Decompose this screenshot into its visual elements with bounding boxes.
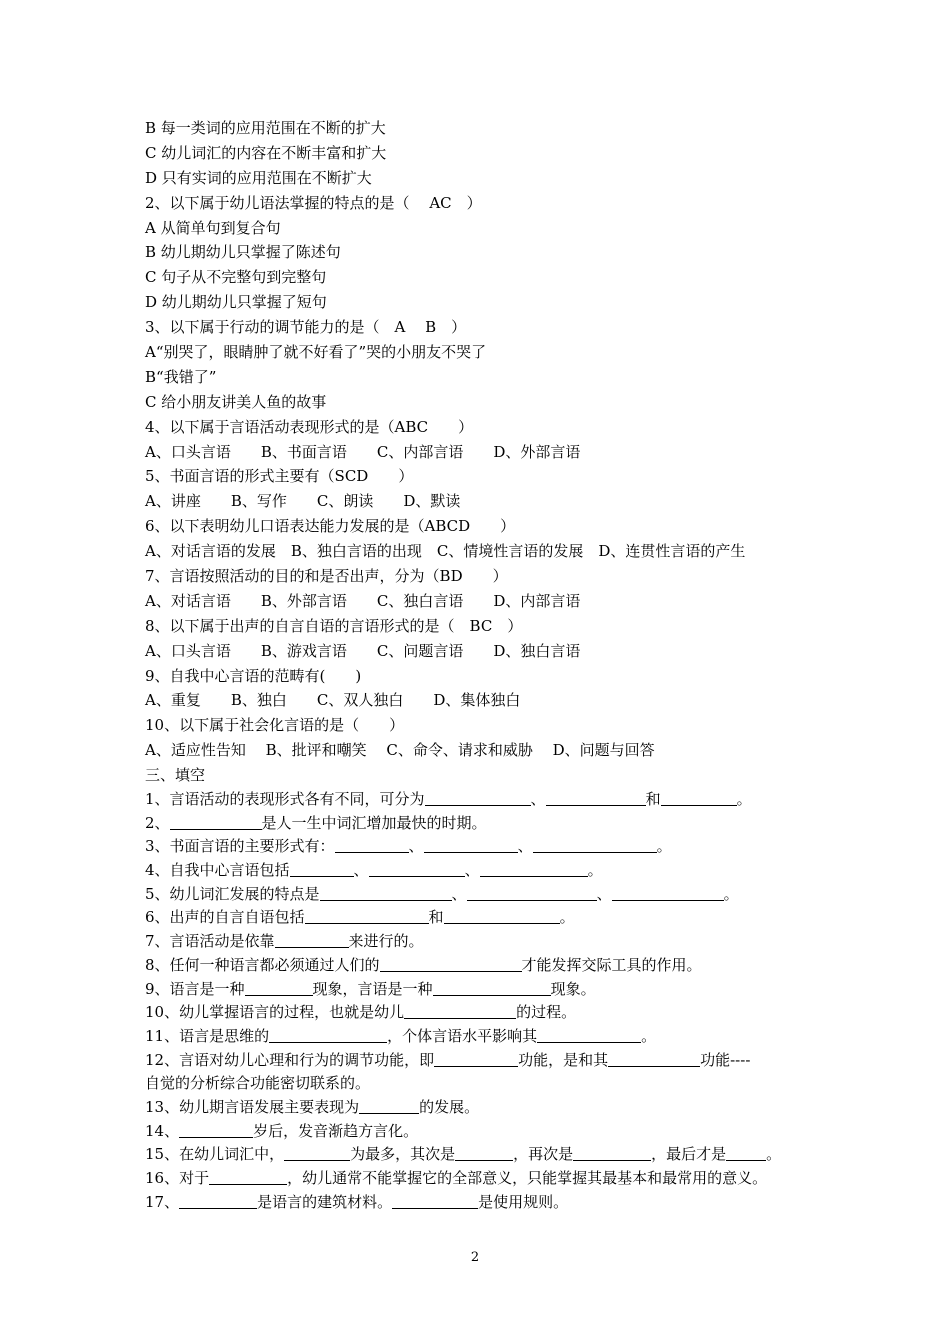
fill-question-line — [145, 978, 825, 1002]
fill-question-line — [145, 1143, 825, 1167]
answer-blank[interactable] — [726, 1145, 766, 1161]
answer-blank[interactable] — [269, 1027, 387, 1043]
question-line: B 幼儿期幼儿只掌握了陈述句 — [145, 243, 341, 262]
question-line: C 句子从不完整句到完整句 — [145, 268, 327, 287]
answer-blank[interactable] — [424, 837, 518, 853]
question-line: B“我错了” — [145, 367, 217, 386]
question-text: 17、 — [145, 1192, 180, 1211]
question-text: 5、幼儿词汇发展的特点是 — [145, 884, 320, 903]
question-line: C 幼儿词汇的内容在不断丰富和扩大 — [145, 143, 387, 162]
question-text: 的发展。 — [419, 1097, 480, 1116]
fill-in-blank-section — [145, 788, 825, 1214]
question-line: A“别哭了，眼睛肿了就不好看了”哭的小朋友不哭了 — [145, 343, 487, 362]
question-text: 、 — [530, 790, 546, 809]
question-text: 来进行的。 — [348, 932, 424, 951]
question-text: 是使用规则。 — [478, 1192, 569, 1211]
answer-blank[interactable] — [305, 908, 429, 924]
question-text: 岁后，发音渐趋方言化。 — [253, 1121, 419, 1140]
question-text: 、 — [464, 861, 480, 880]
answer-blank[interactable] — [434, 1051, 518, 1067]
question-line: 2、以下属于幼儿语法掌握的特点的是（ AC ） — [145, 193, 482, 212]
answer-blank[interactable] — [537, 1027, 641, 1043]
question-text: ，最后才是 — [651, 1145, 727, 1164]
question-line: 4、以下属于言语活动表现形式的是（ABC ） — [145, 417, 474, 436]
question-text: 。 — [736, 790, 752, 809]
question-line: A、讲座 B、写作 C、朗读 D、默读 — [145, 492, 461, 511]
fill-question-line — [145, 1096, 825, 1120]
question-text: 现象。 — [550, 979, 596, 998]
question-text: 、 — [451, 884, 467, 903]
answer-blank[interactable] — [546, 790, 646, 806]
question-text: 9、语言是一种 — [145, 979, 245, 998]
question-line: 6、以下表明幼儿口语表达能力发展的是（ABCD ） — [145, 517, 516, 536]
question-line: 8、以下属于出声的自言自语的言语形式的是（ BC ） — [145, 616, 523, 635]
fill-question-line — [145, 883, 825, 907]
question-line: D 幼儿期幼儿只掌握了短句 — [145, 293, 327, 312]
question-text: 的过程。 — [516, 1003, 577, 1022]
question-text: 、 — [408, 837, 424, 856]
question-line: A、口头言语 B、书面言语 C、内部言语 D、外部言语 — [145, 442, 581, 461]
question-text: 4、自我中心言语包括 — [145, 861, 290, 880]
question-text: 15、在幼儿词汇中， — [145, 1145, 285, 1164]
answer-blank[interactable] — [467, 885, 597, 901]
question-text: ，幼儿通常不能掌握它的全部意义，只能掌握其最基本和最常用的意义。 — [287, 1169, 768, 1188]
question-line: 7、言语按照活动的目的和是否出声，分为（BD ） — [145, 567, 508, 586]
question-text: 16、对于 — [145, 1169, 210, 1188]
multiple-choice-section — [145, 116, 825, 763]
question-text: 14、 — [145, 1121, 180, 1140]
answer-blank[interactable] — [170, 814, 262, 830]
answer-blank[interactable] — [455, 1145, 513, 1161]
question-line: B 每一类词的应用范围在不断的扩大 — [145, 119, 386, 137]
question-line: 5、书面言语的形式主要有（SCD ） — [145, 467, 414, 486]
fill-question-line — [145, 812, 825, 836]
question-text: 和 — [428, 908, 444, 927]
fill-question-line — [145, 930, 825, 954]
question-line: 3、以下属于行动的调节能力的是（ A B ） — [145, 318, 467, 337]
fill-question-line — [145, 1072, 825, 1096]
question-line: C 给小朋友讲美人鱼的故事 — [145, 392, 327, 411]
question-text: 10、幼儿掌握语言的过程，也就是幼儿 — [145, 1003, 405, 1022]
answer-blank[interactable] — [320, 885, 452, 901]
question-text: 。 — [587, 861, 603, 880]
section-title: 三、填空 — [145, 766, 206, 785]
question-text: 才能发挥交际工具的作用。 — [521, 955, 702, 974]
question-text: ，个体言语水平影响其 — [387, 1026, 538, 1045]
answer-blank[interactable] — [290, 861, 354, 877]
question-text: 为最多，其次是 — [350, 1145, 456, 1164]
question-text: 是人一生中词汇增加最快的时期。 — [261, 813, 487, 832]
fill-question-line — [145, 906, 825, 930]
answer-blank[interactable] — [209, 1169, 287, 1185]
fill-question-line — [145, 954, 825, 978]
question-text: 6、出声的自言自语包括 — [145, 908, 305, 927]
question-line: 10、以下属于社会化言语的是（ ） — [145, 716, 405, 735]
answer-blank[interactable] — [444, 908, 560, 924]
question-text: 7、言语活动是依靠 — [145, 932, 275, 951]
answer-blank[interactable] — [369, 861, 465, 877]
question-text: 。 — [641, 1026, 657, 1045]
answer-blank[interactable] — [608, 1051, 700, 1067]
fill-question-line — [145, 1025, 825, 1049]
answer-blank[interactable] — [335, 837, 409, 853]
answer-blank[interactable] — [661, 790, 737, 806]
fill-question-line — [145, 835, 825, 859]
question-text: 是语言的建筑材料。 — [257, 1192, 393, 1211]
question-text: 3、书面言语的主要形式有： — [145, 837, 335, 856]
question-text: 11、语言是思维的 — [145, 1026, 270, 1045]
question-text: 1、言语活动的表现形式各有不同，可分为 — [145, 790, 425, 809]
question-text: 2、 — [145, 813, 170, 832]
question-text: 功能---- — [700, 1050, 751, 1069]
question-text: 。 — [766, 1145, 782, 1164]
answer-blank[interactable] — [480, 861, 588, 877]
fill-question-line — [145, 1120, 825, 1144]
question-text: 自觉的分析综合功能密切联系的。 — [145, 1074, 371, 1093]
question-line: A 从简单句到复合句 — [145, 218, 281, 237]
question-text: 现象，言语是一种 — [312, 979, 433, 998]
question-line: 9、自我中心言语的范畴有( ) — [145, 666, 362, 685]
page-number: 2 — [470, 1250, 480, 1265]
question-text: 和 — [645, 790, 661, 809]
question-line: A、适应性告知 B、批评和嘲笑 C、命令、请求和威胁 D、问题与回答 — [145, 741, 655, 760]
answer-blank[interactable] — [573, 1145, 651, 1161]
question-text: 、 — [596, 884, 612, 903]
question-line: A、对话言语 B、外部言语 C、独白言语 D、内部言语 — [145, 591, 581, 610]
answer-blank[interactable] — [275, 932, 349, 948]
answer-blank[interactable] — [179, 1193, 257, 1209]
answer-blank[interactable] — [392, 1193, 478, 1209]
question-text: 、 — [353, 861, 369, 880]
question-line: A、重复 B、独白 C、双人独白 D、集体独白 — [145, 691, 521, 710]
question-text: 功能，是和其 — [518, 1050, 609, 1069]
question-line: D 只有实词的应用范围在不断扩大 — [145, 168, 372, 187]
fill-question-line — [145, 1001, 825, 1025]
question-text: 8、任何一种语言都必须通过人们的 — [145, 955, 380, 974]
answer-blank[interactable] — [179, 1122, 253, 1138]
fill-question-line — [145, 859, 825, 883]
question-line: A、口头言语 B、游戏言语 C、问题言语 D、独白言语 — [145, 641, 581, 660]
document-page — [145, 116, 825, 1214]
answer-blank[interactable] — [425, 790, 531, 806]
answer-blank[interactable] — [612, 885, 724, 901]
fill-question-line — [145, 788, 825, 812]
question-line: A、对话言语的发展 B、独白言语的出现 C、情境性言语的发展 D、连贯性言语的产生 — [145, 542, 746, 561]
answer-blank[interactable] — [245, 980, 313, 996]
question-text: 。 — [723, 884, 739, 903]
answer-blank[interactable] — [533, 837, 657, 853]
question-text: ，再次是 — [513, 1145, 574, 1164]
question-text: 13、幼儿期言语发展主要表现为 — [145, 1097, 360, 1116]
answer-blank[interactable] — [359, 1098, 419, 1114]
question-text: 、 — [517, 837, 533, 856]
question-text: 。 — [559, 908, 575, 927]
question-text: 12、言语对幼儿心理和行为的调节功能，即 — [145, 1050, 435, 1069]
question-text: 。 — [656, 837, 672, 856]
answer-blank[interactable] — [433, 980, 551, 996]
fill-question-line — [145, 1191, 825, 1215]
fill-question-line — [145, 1049, 825, 1073]
answer-blank[interactable] — [380, 956, 522, 972]
answer-blank[interactable] — [284, 1145, 350, 1161]
answer-blank[interactable] — [404, 1003, 516, 1019]
fill-question-line — [145, 1167, 825, 1191]
